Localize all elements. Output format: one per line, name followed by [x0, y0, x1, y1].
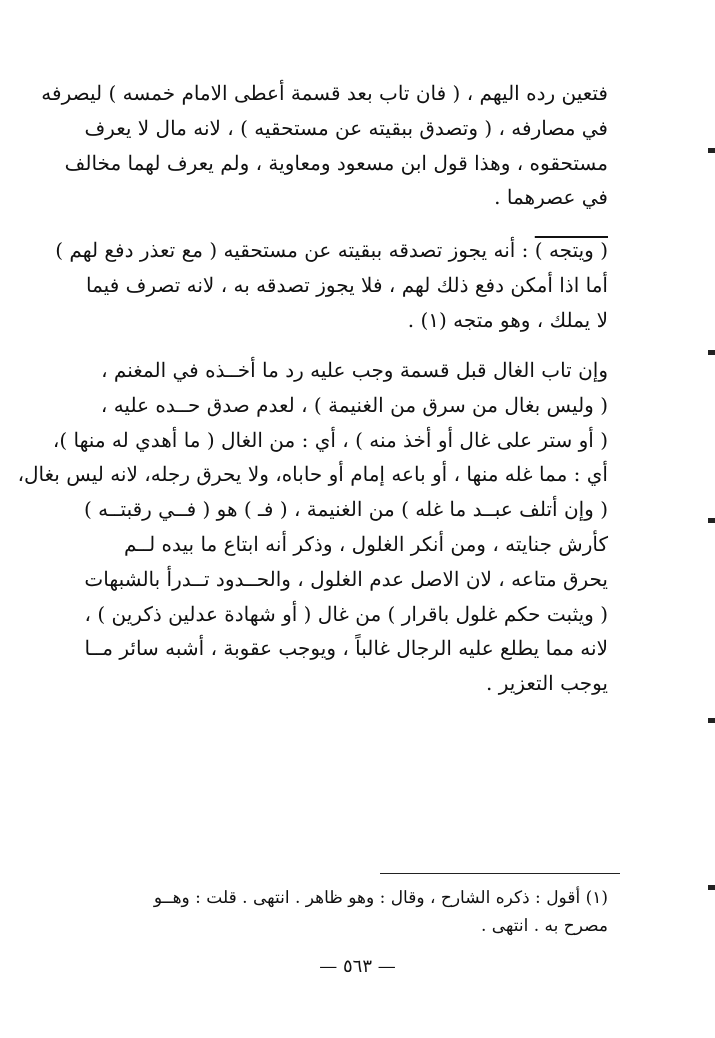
text-line [55, 233, 608, 268]
edge-mark [708, 148, 715, 153]
edge-mark [708, 518, 715, 523]
text-line: ( وليس بغال من سرق من الغنيمة ) ، لعدم صدق حــده عليه ، [100, 392, 608, 417]
text-line: أما اذا أمكن دفع ذلك لهم ، فلا يجوز تصدقه به ، لانه تصرف فيما [86, 272, 608, 297]
text-line: في مصارفه ، ( وتصدق ببقيته عن مستحقيه ) ، لانه مال لا يعرف [84, 115, 608, 140]
paragraph-1 [41, 76, 608, 215]
footnote-line: (١) أقول : ذكره الشارح ، وقال : وهو ظاهر . انتهى . قلت : وهــو [153, 888, 608, 908]
page-number: — ٥٦٣ — [319, 956, 396, 977]
text-line: ( ويثبت حكم غلول باقرار ) من غال ( أو شهادة عدلين ذكرين ) ، [84, 601, 608, 626]
edge-mark [708, 718, 715, 723]
text-line: فتعين رده اليهم ، ( فان تاب بعد قسمة أعطى الامام خمسه ) ليصرفه [41, 81, 608, 105]
text-line: يوجب التعزير . [486, 671, 608, 696]
text-line: وإن تاب الغال قبل قسمة وجب عليه رد ما أخــذه في المغنم ، [101, 358, 608, 382]
footnote-divider [380, 873, 620, 874]
text-line: مستحقوه ، وهذا قول ابن مسعود ومعاوية ، ولم يعرف لهما مخالف [64, 150, 608, 175]
paragraph-3 [17, 353, 608, 701]
text-line: كأرش جنايته ، ومن أنكر الغلول ، وذكر أنه ابتاع ما بيده لــم [124, 531, 608, 556]
text-line: أي : مما غله منها ، أو باعه إمام أو حاباه، ولا يحرق رجله، لانه ليس بغال، [17, 462, 608, 487]
text-line: ( أو ستر على غال أو أخذ منه ) ، أي : من الغال ( ما أهدي له منها )، [52, 427, 608, 452]
edge-mark [708, 350, 715, 355]
text-line: لا يملك ، وهو متجه (١) . [407, 307, 608, 332]
footnote [108, 884, 608, 940]
footnote-line: مصرح به . انتهى . [480, 916, 608, 936]
text-line-rest: : أنه يجوز تصدقه ببقيته عن مستحقيه ( مع تعذر دفع لهم ) [55, 238, 535, 262]
edge-mark [708, 885, 715, 890]
text-line: ( وإن أتلف عبــد ما غله ) من الغنيمة ، ( فـ ) هو ( فــي رقبتــه ) [83, 497, 608, 522]
text-line: لانه مما يطلع عليه الرجال غالباً ، ويوجب عقوبة ، أشبه سائر مــا [84, 636, 608, 661]
text-line: يحرق متاعه ، لان الاصل عدم الغلول ، والحــدود تــدرأ بالشبهات [84, 566, 608, 591]
paragraph-2 [55, 233, 608, 337]
text-line: في عصرهما . [494, 185, 608, 210]
overlined-heading: ( ويتجه ) [534, 238, 608, 262]
